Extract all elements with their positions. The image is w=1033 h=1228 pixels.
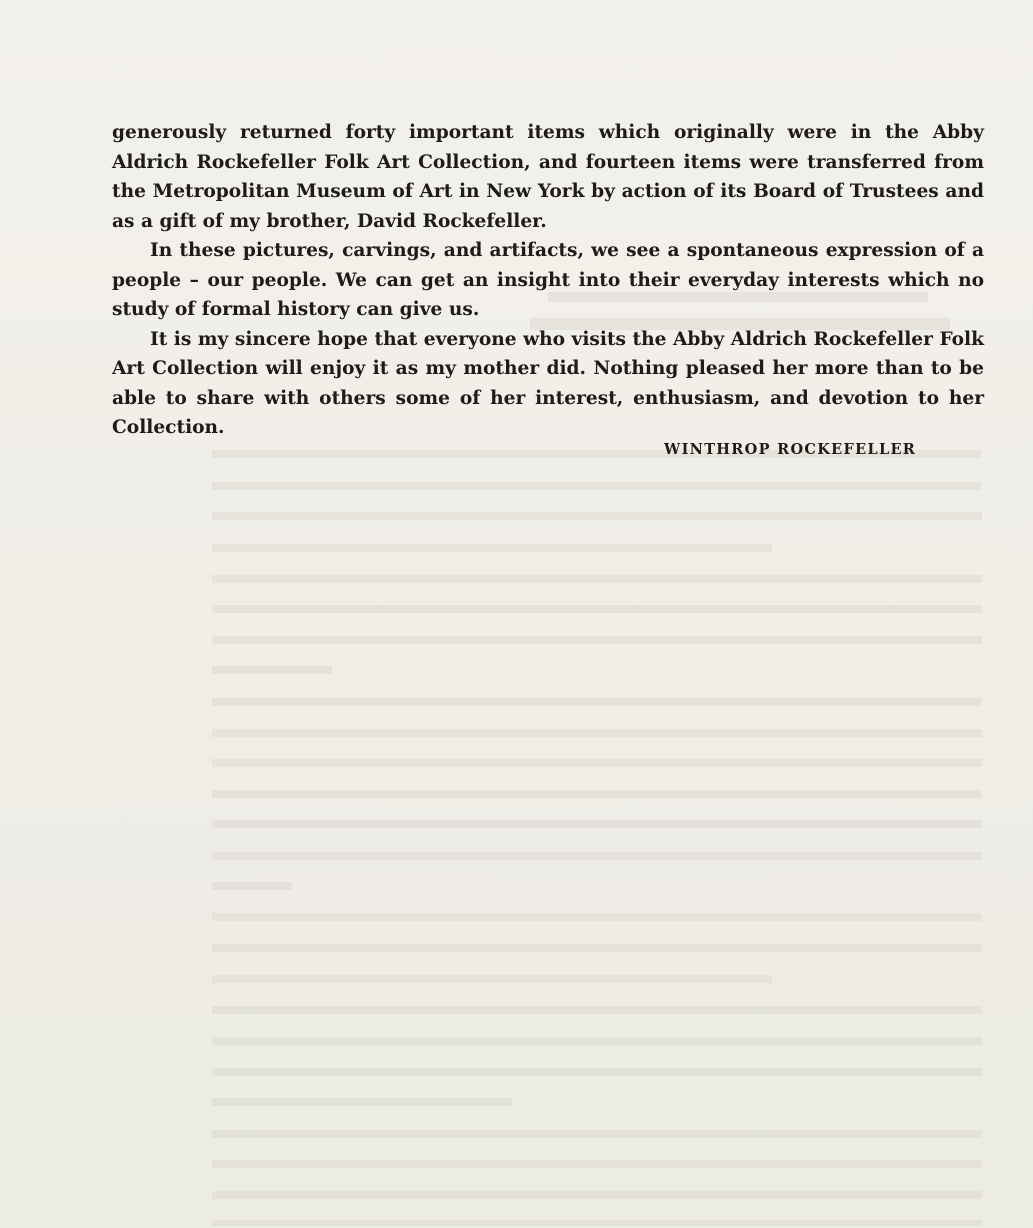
bleed-line — [212, 852, 982, 860]
bleed-line — [212, 1160, 982, 1168]
bleed-line — [212, 1068, 982, 1076]
bleed-line — [212, 975, 772, 983]
bleed-line — [212, 913, 982, 921]
bleed-line — [212, 1006, 982, 1014]
paragraph-3: It is my sincere hope that everyone who visits the Abby Aldrich Rockefeller Folk Art Collection will enjoy it as my mother did. Nothing pleased her more than to be able to share with others some of her interest, enthusiasm, and devotion to her Collection. — [112, 328, 984, 438]
bleed-line — [212, 636, 982, 644]
bleed-line — [212, 698, 982, 706]
body-text — [112, 118, 984, 443]
signature: WINTHROP ROCKEFELLER — [664, 441, 917, 458]
bleed-line — [212, 1130, 982, 1138]
bleed-line — [212, 944, 982, 952]
bleed-line — [212, 790, 982, 798]
paragraph-1: generously returned forty important items which originally were in the Abby Aldrich Rockefeller Folk Art Collection, and fourteen items were transferred from the Metropolitan Museum of Art in New York by action of its Board of Trustees and as a gift of my brother, David Rockefeller. — [112, 122, 984, 232]
bleed-line — [212, 512, 982, 520]
bleed-line — [212, 820, 982, 828]
paragraph-2: In these pictures, carvings, and artifacts, we see a spontaneous expression of a people – our people. We can get an insight into their everyday interests which no study of formal history can give us. — [112, 240, 984, 320]
bleed-line — [212, 605, 982, 613]
bleed-line — [212, 544, 772, 552]
bleed-line — [212, 482, 982, 490]
bleed-line — [212, 666, 332, 674]
bleed-line — [212, 1191, 982, 1199]
bleed-line — [212, 1098, 512, 1106]
bleed-line — [212, 759, 982, 767]
bleed-line — [212, 729, 982, 737]
bleed-line — [212, 1037, 982, 1045]
bleed-line — [212, 882, 292, 890]
bleed-line — [212, 575, 982, 583]
bleed-line — [212, 1220, 982, 1226]
